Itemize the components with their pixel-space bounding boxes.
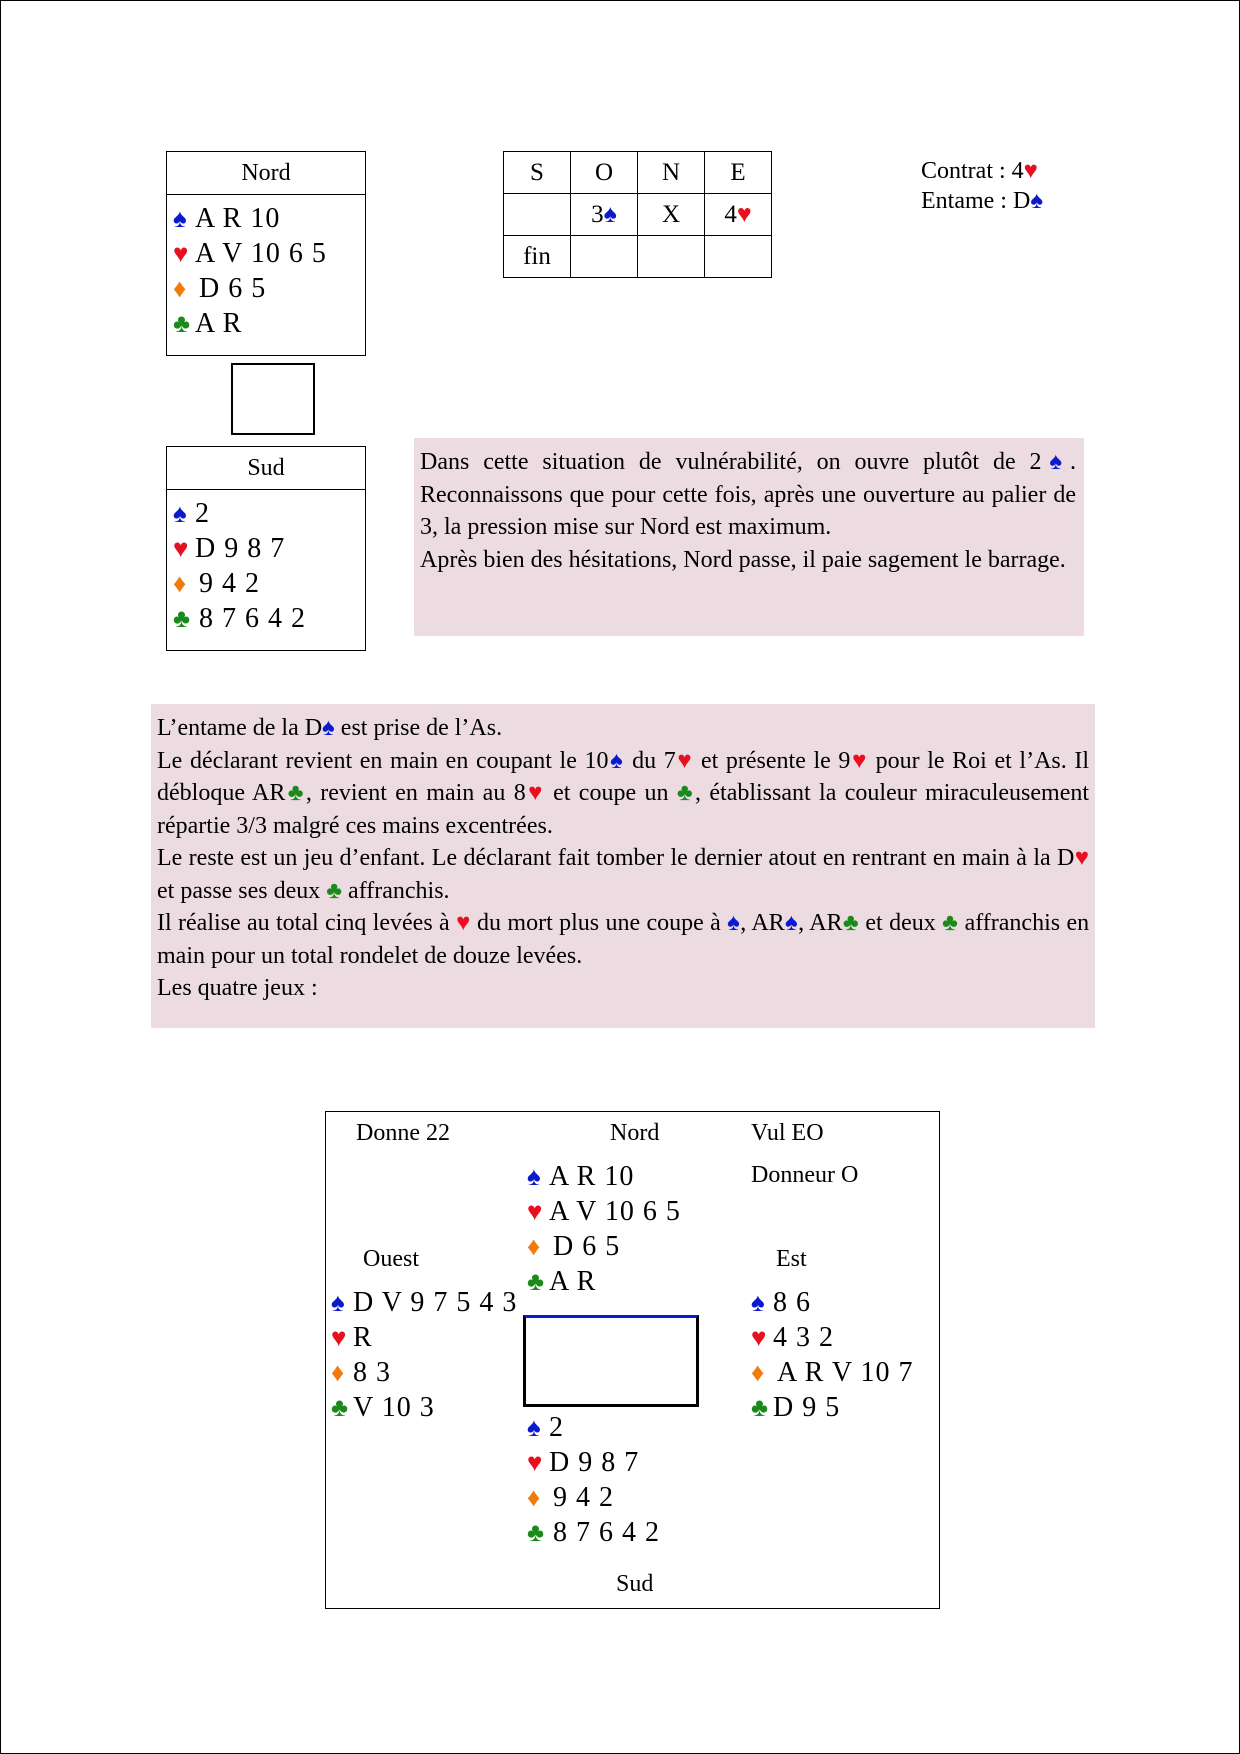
deal-number: Donne 22 [356,1120,450,1146]
spade-icon: ♠ [527,1413,542,1442]
sud-hearts: ♥ D 9 8 7 [173,533,286,564]
heart-icon: ♥ [1023,158,1038,184]
spade-icon: ♠ [751,1288,766,1317]
spade-icon: ♠ [527,1162,542,1191]
diamond-icon: ♦ [173,274,188,303]
spade-icon: ♠ [603,200,617,228]
diamond-icon: ♦ [751,1358,766,1387]
commentary-text: Dans cette situation de vulnérabilité, on ouvre plutôt de 2♠. Reconnaissons que pour cette fois, après une ouverture au palier de 3, la pression mise sur Nord est maximum. [420,449,1077,540]
table-square [231,363,315,435]
commentary-text: Le déclarant revient en main en coupant le 10♠ du 7♥ et présente le 9♥ pour le Roi et l’As. Il débloque AR♣, revient en main au 8♥ et coupe un ♣, établissant la couleur miraculeusement répartie 3/3 malgré ces mains excentrées. [157,747,1090,839]
deal-est-label: Est [776,1246,807,1272]
spade-icon: ♠ [331,1288,346,1317]
club-icon: ♣ [331,1393,350,1422]
bid-cell: fin [504,236,571,278]
commentary-text: L’entame de la D♠ est prise de l’As. [157,715,503,741]
spade-icon: ♠ [727,910,741,936]
commentary-bidding [414,438,1084,636]
diamond-icon: ♦ [527,1483,542,1512]
bid-cell [705,236,772,278]
sud-spades: ♠ 2 [173,498,210,529]
deal-sud-label: Sud [616,1571,654,1597]
club-icon: ♣ [527,1518,546,1547]
club-icon: ♣ [676,780,695,806]
nord-clubs: ♣ A R [173,308,243,339]
sud-hand-box [166,446,366,651]
bid-header-s: S [504,152,571,194]
commentary-play [151,704,1095,1028]
spade-icon: ♠ [608,747,625,774]
heart-icon: ♥ [675,747,694,774]
heart-icon: ♥ [850,747,868,774]
diamond-icon: ♦ [173,569,188,598]
bidding-row [504,236,772,278]
heart-icon: ♥ [173,239,190,268]
spade-icon: ♠ [322,715,335,741]
spade-icon: ♠ [1030,188,1044,214]
contract-line: Contrat : 4♥ [921,158,1038,184]
commentary-text: Le reste est un jeu d’enfant. Le déclarant fait tomber le dernier atout en rentrant en main à la D♥ et passe ses deux ♣ affranchis. [157,845,1089,904]
nord-hand-box [166,151,366,356]
club-icon: ♣ [285,780,306,806]
heart-icon: ♥ [527,1197,544,1226]
commentary-text: Les quatre jeux : [157,975,318,1001]
commentary-text: Après bien des hésitations, Nord passe, il paie sagement le barrage. [420,546,1066,573]
sud-diamonds: ♦ 9 4 2 [173,568,260,599]
heart-icon: ♥ [525,780,545,806]
club-icon: ♣ [527,1267,546,1296]
heart-icon: ♥ [736,200,752,228]
sud-clubs: ♣ 8 7 6 4 2 [173,603,306,634]
spade-icon: ♠ [1041,449,1071,475]
deal-table-box [523,1315,699,1407]
club-icon: ♣ [842,910,860,936]
deal-diagram [325,1111,940,1609]
bid-header-n: N [638,152,705,194]
bidding-row [504,194,772,236]
heart-icon: ♥ [527,1448,544,1477]
nord-diamonds: ♦ D 6 5 [173,273,267,304]
bid-cell [638,236,705,278]
bidding-header-row [504,152,772,194]
heart-icon: ♥ [456,910,471,936]
heart-icon: ♥ [751,1323,768,1352]
bid-header-e: E [705,152,772,194]
club-icon: ♣ [326,877,343,904]
lead-line: Entame : D♠ [921,188,1044,214]
spade-icon: ♠ [173,499,188,528]
spade-icon: ♠ [784,910,799,936]
club-icon: ♣ [751,1393,770,1422]
nord-spades: ♠ A R 10 [173,203,281,234]
deal-est-hand: ♠ 8 6 ♥ 4 3 2 ♦ A R V 10 7 ♣ D 9 5 [751,1287,914,1423]
vulnerability: Vul EO [751,1120,824,1146]
deal-sud-hand: ♠ 2 ♥ D 9 8 7 ♦ 9 4 2 ♣ 8 7 6 4 2 [527,1412,660,1548]
bid-header-o: O [571,152,638,194]
diamond-icon: ♦ [527,1232,542,1261]
dealer: Donneur O [751,1162,859,1188]
deal-nord-label: Nord [610,1120,660,1146]
bid-cell: X [638,194,705,236]
bid-cell: 4♥ [705,194,772,236]
club-icon: ♣ [173,604,192,633]
club-icon: ♣ [173,309,192,338]
deal-ouest-hand: ♠ D V 9 7 5 4 3 ♥ R ♦ 8 3 ♣ V 10 3 [331,1287,518,1423]
deal-nord-hand: ♠ A R 10 ♥ A V 10 6 5 ♦ D 6 5 ♣ A R [527,1161,681,1297]
heart-icon: ♥ [1074,845,1089,871]
bid-cell [571,236,638,278]
heart-icon: ♥ [331,1323,348,1352]
bid-cell: 3♠ [571,194,638,236]
diamond-icon: ♦ [331,1358,346,1387]
deal-ouest-label: Ouest [363,1246,419,1272]
spade-icon: ♠ [173,204,188,233]
sud-hand-title: Sud [167,447,365,490]
club-icon: ♣ [942,910,959,936]
bid-cell [504,194,571,236]
nord-hand-title: Nord [167,152,365,195]
heart-icon: ♥ [173,534,190,563]
nord-hearts: ♥ A V 10 6 5 [173,238,327,269]
commentary-text: Il réalise au total cinq levées à ♥ du mort plus une coupe à ♠, AR♠, AR♣ et deux ♣ affranchis en main pour un total rondelet de douze levées. [157,910,1090,969]
contract-info [921,156,1043,216]
bidding-table [503,151,772,278]
